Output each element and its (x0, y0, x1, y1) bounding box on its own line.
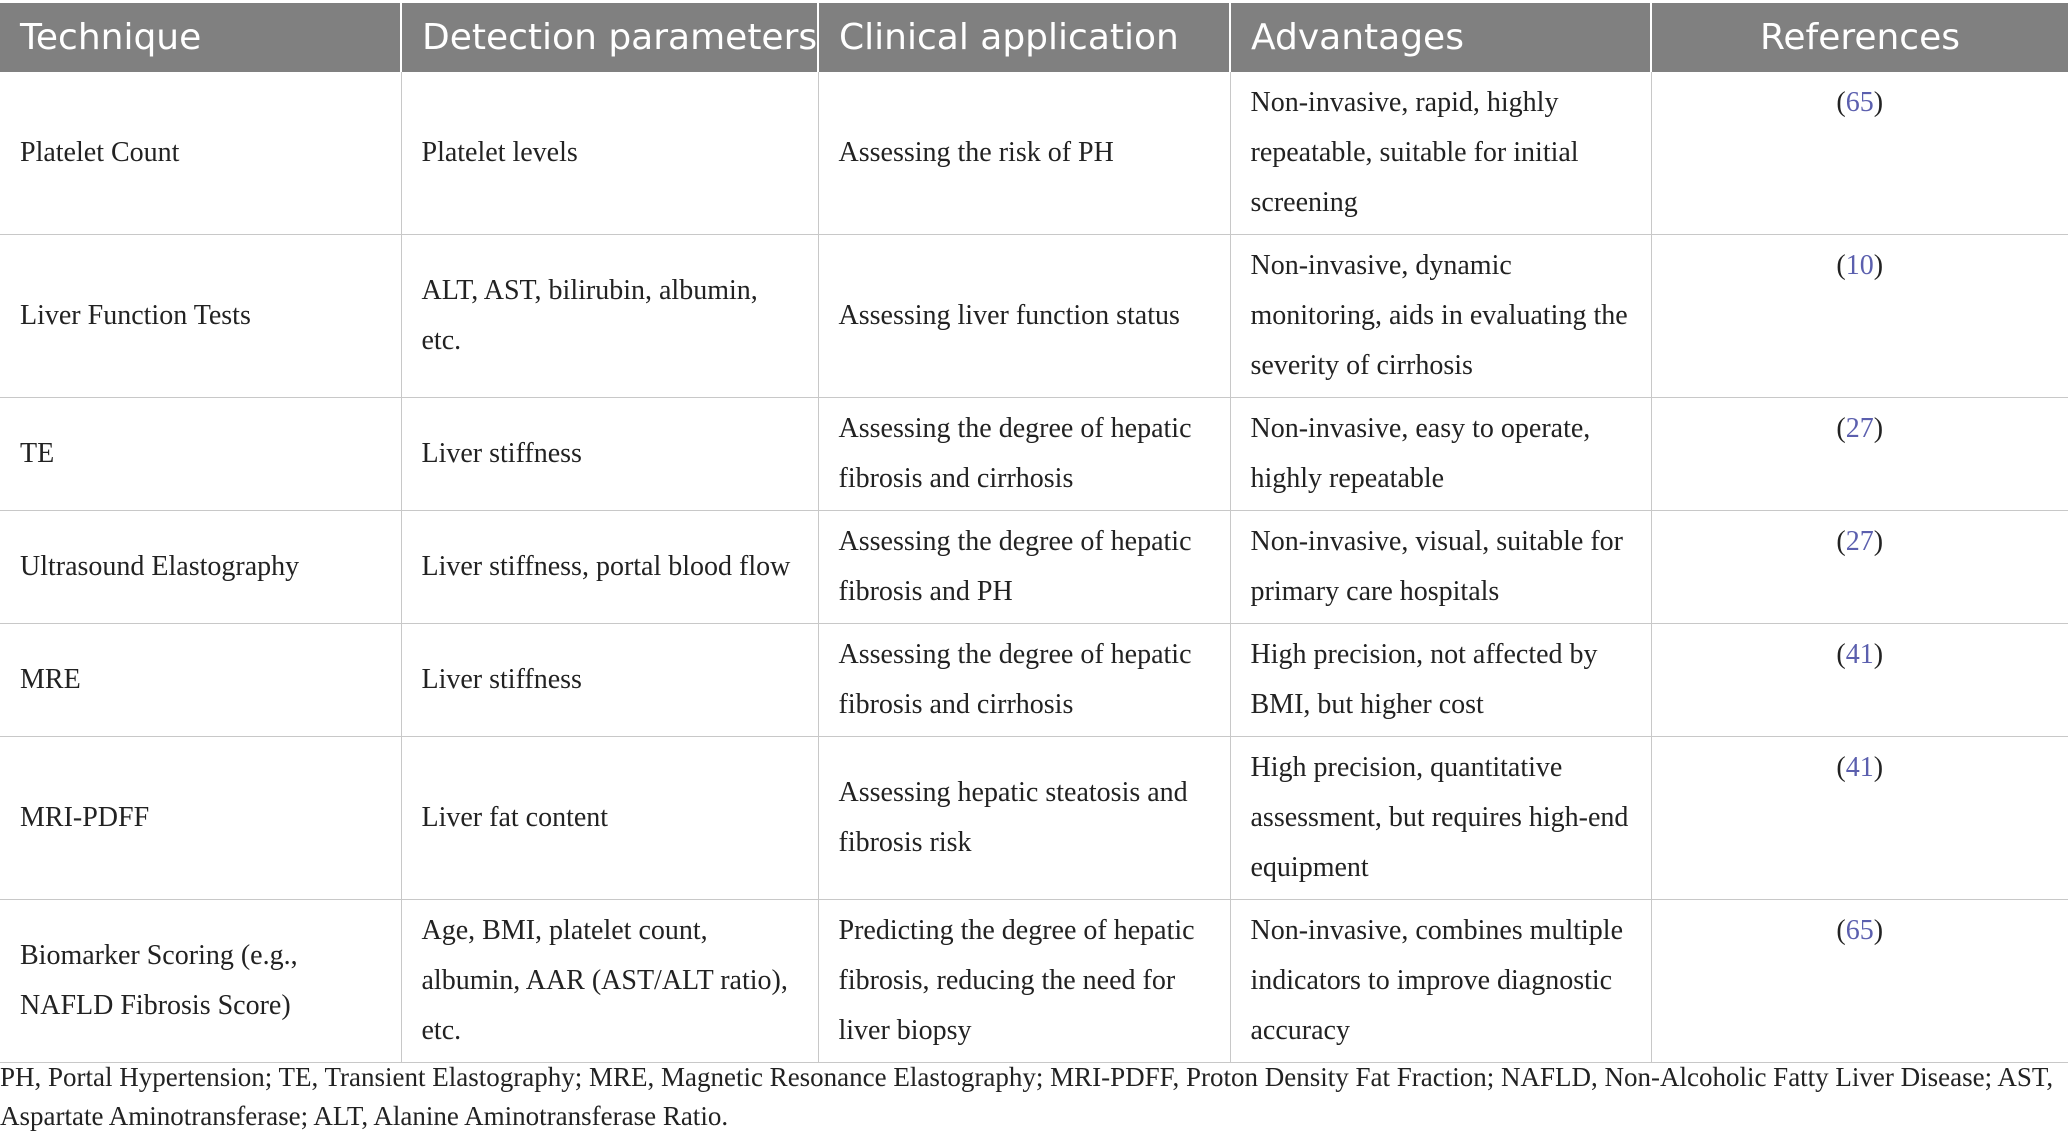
cell-application: Assessing the degree of hepatic fibrosis and cirrhosis (818, 624, 1230, 737)
header-detection-parameters: Detection parameters (401, 3, 818, 72)
table-row (0, 737, 2068, 900)
cell-advantages: Non-invasive, easy to operate, highly repeatable (1230, 398, 1651, 511)
table-row (0, 398, 2068, 511)
header-row (0, 3, 2068, 72)
table-row (0, 900, 2068, 1063)
cell-application: Assessing the degree of hepatic fibrosis and PH (818, 511, 1230, 624)
table-footnote: PH, Portal Hypertension; TE, Transient Elastography; MRE, Magnetic Resonance Elastography; MRI-PDFF, Proton Density Fat Fraction; NAFLD, Non-Alcoholic Fatty Liver Disease; AST, Aspartate Aminotransferase; ALT, Alanine Aminotransferase Ratio. (0, 1062, 2054, 1131)
table-row (0, 235, 2068, 398)
cell-advantages: Non-invasive, dynamic monitoring, aids in evaluating the severity of cirrhosis (1230, 235, 1651, 398)
reference-link[interactable]: 65 (1845, 87, 1874, 118)
header-technique: Technique (0, 3, 401, 72)
cell-reference: (41) (1651, 737, 2068, 900)
header-clinical-application: Clinical application (818, 3, 1230, 72)
table-row (0, 72, 2068, 235)
reference-link[interactable]: 27 (1845, 526, 1874, 557)
cell-parameters: Liver stiffness (401, 624, 818, 737)
cell-advantages: Non-invasive, rapid, highly repeatable, suitable for initial screening (1230, 72, 1651, 235)
header-advantages: Advantages (1230, 3, 1651, 72)
reference-link[interactable]: 10 (1845, 250, 1874, 281)
cell-technique: Ultrasound Elastography (0, 511, 401, 624)
cell-parameters: Liver fat content (401, 737, 818, 900)
cell-application: Assessing the risk of PH (818, 72, 1230, 235)
cell-reference: (10) (1651, 235, 2068, 398)
cell-reference: (27) (1651, 511, 2068, 624)
cell-application: Assessing liver function status (818, 235, 1230, 398)
cell-parameters: Age, BMI, platelet count, albumin, AAR (AST/ALT ratio), etc. (401, 900, 818, 1063)
cell-parameters: Liver stiffness (401, 398, 818, 511)
cell-reference: (65) (1651, 900, 2068, 1063)
cell-advantages: High precision, not affected by BMI, but higher cost (1230, 624, 1651, 737)
reference-link[interactable]: 41 (1845, 639, 1874, 670)
reference-link[interactable]: 65 (1845, 915, 1874, 946)
cell-reference: (27) (1651, 398, 2068, 511)
cell-parameters: Platelet levels (401, 72, 818, 235)
reference-link[interactable]: 27 (1845, 413, 1874, 444)
cell-application: Predicting the degree of hepatic fibrosis, reducing the need for liver biopsy (818, 900, 1230, 1063)
cell-reference: (65) (1651, 72, 2068, 235)
comparison-table (0, 3, 2068, 1063)
cell-advantages: Non-invasive, visual, suitable for primary care hospitals (1230, 511, 1651, 624)
cell-technique: Platelet Count (0, 72, 401, 235)
cell-reference: (41) (1651, 624, 2068, 737)
cell-technique: Liver Function Tests (0, 235, 401, 398)
cell-application: Assessing the degree of hepatic fibrosis and cirrhosis (818, 398, 1230, 511)
cell-parameters: ALT, AST, bilirubin, albumin, etc. (401, 235, 818, 398)
cell-application: Assessing hepatic steatosis and fibrosis risk (818, 737, 1230, 900)
cell-parameters: Liver stiffness, portal blood flow (401, 511, 818, 624)
table-row (0, 624, 2068, 737)
cell-technique: MRE (0, 624, 401, 737)
cell-advantages: High precision, quantitative assessment, but requires high-end equipment (1230, 737, 1651, 900)
reference-link[interactable]: 41 (1845, 752, 1874, 783)
cell-technique: MRI-PDFF (0, 737, 401, 900)
cell-technique: Biomarker Scoring (e.g., NAFLD Fibrosis Score) (0, 900, 401, 1063)
table-row (0, 511, 2068, 624)
cell-technique: TE (0, 398, 401, 511)
header-references: References (1651, 3, 2068, 72)
cell-advantages: Non-invasive, combines multiple indicators to improve diagnostic accuracy (1230, 900, 1651, 1063)
